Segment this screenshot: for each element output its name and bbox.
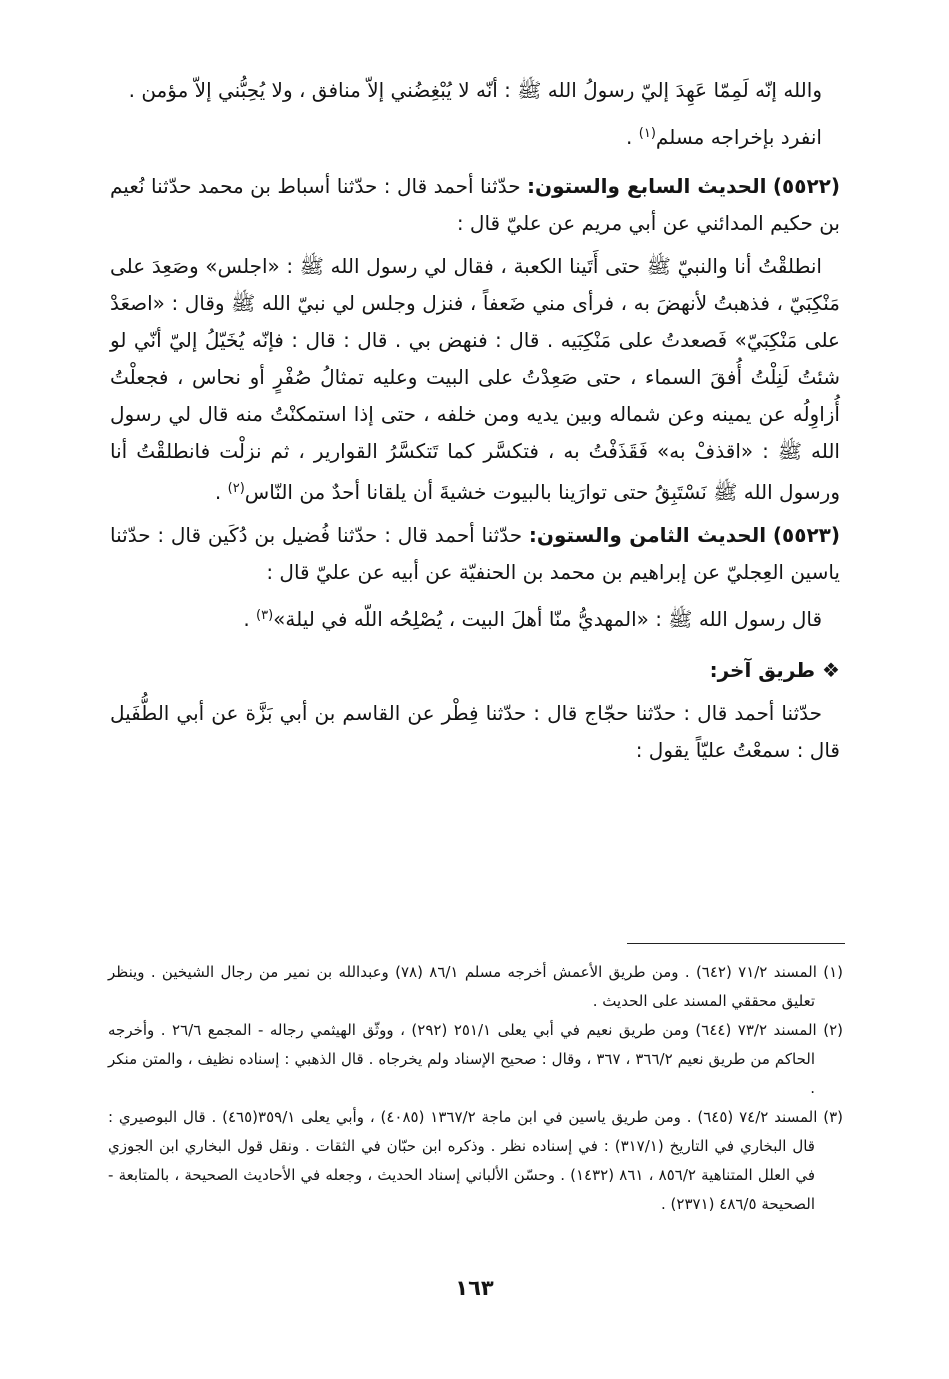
hadith-body: انطلقْتُ أنا والنبيّ ﷺ حتى أَتَينا الكعبة ، فقال لي رسول الله ﷺ : «اجلس» وصَعِدَ على مَنْكِبَيّ ، فذهبتُ لأنهضَ به ، فرأى مني ضَعفاً ، فنزل وجلس لي نبيّ الله ﷺ وقال : «اصعَدْ على مَنْكِبَيّ» فَصعدتُ على مَنْكِبَيه . قال : فنهض بي . قال : قال : فإنّه يُخَيّلُ إليّ أنّي لو شئتُ لَنِلْتُ أُفقَ السماء ، حتى صَعِدْتُ على البيت وعليه تمثالُ صُفْرٍ أو نحاس ، فجعلْتُ أُزاوِلُه عن يمينه وعن شماله وبين يديه ومن خلفه ، حتى إذا استمكنْتُ منه قال لي رسول الله ﷺ : «اقذفْ به» فَقَذَفْتُ به ، فتكسَّر كما تَتكسَّرُ القوارير ، ثم نزلْت فانطلقْتُ أنا ورسول الله ﷺ نَسْتَبِقُ حتى توارَينا بالبيوت خشيةَ أن يلقانا أحدٌ من النّاس [110,254,840,504]
paragraph-attribution [110,115,840,156]
footnote-1: (١) المسند ٧١/٢ (٦٤٢) . ومن طريق الأعمش أخرجه مسلم ٨٦/١ (٧٨) وعبدالله بن نمير من رجال الشيخين . وينظر تعليق محققي المسند على الحديث . [108,963,843,1010]
hadith-5522-header [110,168,840,242]
hadith-chain: حدّثنا أحمد قال : حدّثنا أسباط بن محمد حدّثنا نُعيم بن حكيم المدائني عن أبي مريم عن عليّ قال : [110,174,840,235]
hadith-5523-header [110,517,840,591]
footnote-3: (٣) المسند ٧٤/٢ (٦٤٥) . ومن طريق ياسين في ابن ماجة ١٣٦٧/٢ (٤٠٨٥) ، وأبي يعلى ٣٥٩/١(٤٦٥) . قال البوصيري : قال البخاري في التاريخ (٣١٧/١) : في إسناده نظر . وذكره ابن حبّان في الثقات . ونقل قول البخاري ابن الجوزي في العلل المتناهية ٨٥٦/٢ ، ٨٦١ (١٤٣٢) . وحسّن الألباني إسناد الحديث ، وجعله في الأحاديث الصحيحة ، بالمتابعة - الصحيحة ٤٨٦/٥ (٢٣٧١) . [108,1108,843,1213]
paragraph-another-route: حدّثنا أحمد قال : حدّثنا حجّاج قال : حدّثنا فِطْر عن القاسم بن أبي بَزَّة عن أبي الطُّفَيل قال : سمعْتُ عليّاً يقول : [110,701,840,762]
hadith-body-end: . [214,480,228,504]
hadith-5523-text [110,597,840,638]
hadith-title: الحديث الثامن والستون: [528,523,767,547]
footnote-divider [627,943,845,944]
footnote-ref-1[interactable]: (١) [638,126,656,141]
page-number: ١٦٣ [455,1276,494,1300]
main-text [110,72,840,769]
hadith-body: قال رسول الله ﷺ : «المهديُّ منّا أهلَ البيت ، يُصْلِحُه اللّه في ليلة» [273,607,822,631]
hadith-title: الحديث السابع والستون: [527,174,767,198]
footnote-2: (٢) المسند ٧٣/٢ (٦٤٤) ومن طريق نعيم في أبي يعلى ٢٥١/١ (٢٩٢) ، ووثّق الهيثمي رجاله - المجمع ٢٦/٦ . وأخرجه الحاكم من طريق نعيم ٣٦٦/٢ ، ٣٦٧ ، وقال : صحيح الإسناد ولم يخرجاه . قال الذهبي : إسناده نظيف ، والمتن منكر . [108,1021,843,1097]
attribution-end: . [626,125,639,149]
hadith-body-end: . [243,607,257,631]
hadith-5522-text [110,248,840,511]
hadith-number: (٥٥٢٢) [772,174,841,198]
paragraph-opening: والله إنّه لَمِمّا عَهِدَ إليّ رسولُ الله ﷺ : أنّه لا يُبْغِضُني إلاّ منافق ، ولا يُحِبُّني إلاّ مؤمن . [128,78,822,102]
attribution-text: انفرد بإخراجه مسلم [655,125,822,149]
hadith-chain: حدّثنا أحمد قال : حدّثنا فُضيل بن دُكَين قال : حدّثنا ياسين العِجليّ عن إبراهيم بن محمد بن الحنفيّة عن أبيه عن عليّ قال : [110,523,840,584]
hadith-number: (٥٥٢٣) [772,523,841,547]
section-heading-another-route: ❖ طريق آخر: [709,658,840,682]
footnote-ref-2[interactable]: (٢) [227,481,245,496]
footnotes [108,958,843,1219]
footnote-ref-3[interactable]: (٣) [256,608,274,623]
